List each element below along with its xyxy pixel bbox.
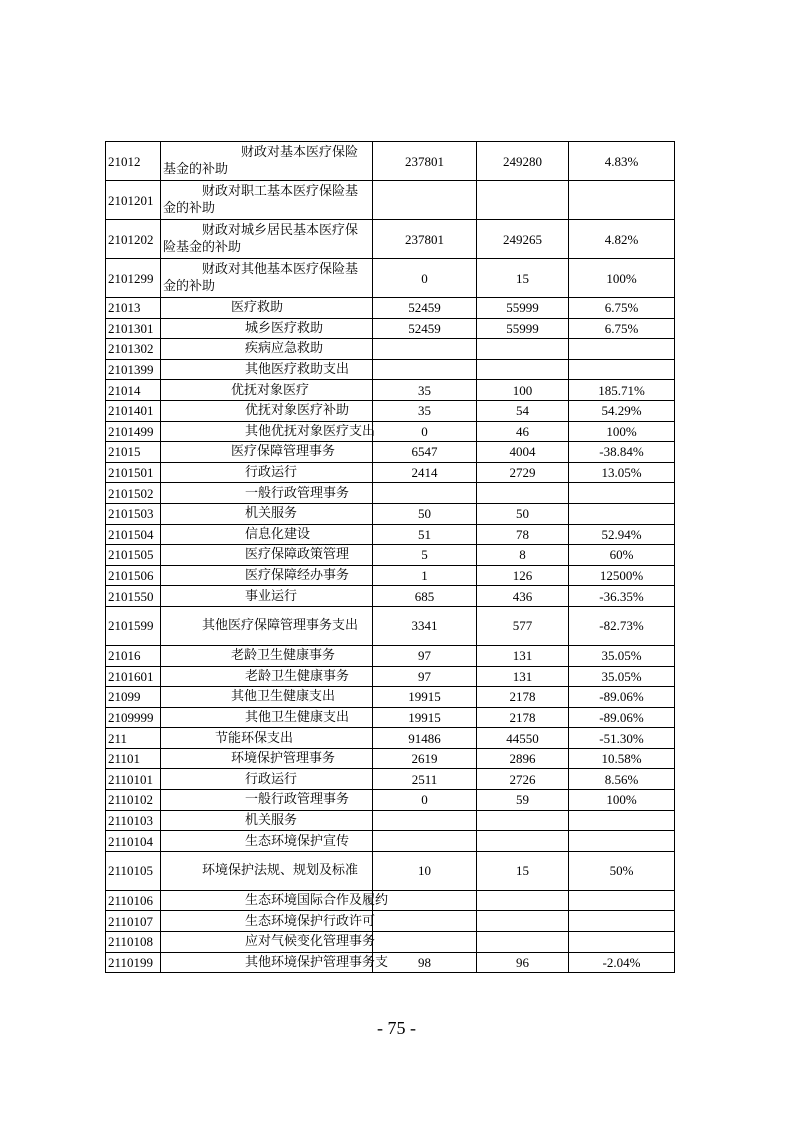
row-name: 信息化建设 — [161, 524, 373, 545]
row-name: 老龄卫生健康事务 — [161, 645, 373, 666]
row-value-1: 35 — [373, 380, 477, 401]
row-code: 2110103 — [106, 810, 161, 831]
row-name: 机关服务 — [161, 810, 373, 831]
row-change-pct — [569, 932, 675, 953]
row-change-pct: -36.35% — [569, 586, 675, 607]
row-change-pct: 12500% — [569, 565, 675, 586]
table-row — [106, 687, 675, 708]
table-row — [106, 769, 675, 790]
table-row — [106, 503, 675, 524]
row-name: 其他优抚对象医疗支出 — [161, 421, 373, 442]
row-name: 财政对基本医疗保险基金的补助 — [161, 142, 373, 181]
row-name: 医疗保障经办事务 — [161, 565, 373, 586]
row-code: 2110107 — [106, 911, 161, 932]
row-value-1: 91486 — [373, 728, 477, 749]
row-value-1: 2414 — [373, 462, 477, 483]
row-name: 生态环境保护行政许可 — [161, 911, 373, 932]
row-name: 节能环保支出 — [161, 728, 373, 749]
row-value-1: 685 — [373, 586, 477, 607]
row-value-2: 2896 — [477, 748, 569, 769]
table-row — [106, 565, 675, 586]
row-value-2: 54 — [477, 400, 569, 421]
row-change-pct: 100% — [569, 790, 675, 811]
row-code: 21015 — [106, 442, 161, 463]
row-code: 2101504 — [106, 524, 161, 545]
table-row — [106, 606, 675, 645]
row-value-2: 577 — [477, 606, 569, 645]
budget-table — [105, 141, 675, 973]
row-change-pct: 60% — [569, 545, 675, 566]
row-change-pct: -89.06% — [569, 687, 675, 708]
row-code: 2101550 — [106, 586, 161, 607]
row-value-1: 3341 — [373, 606, 477, 645]
row-value-2: 59 — [477, 790, 569, 811]
row-name: 其他环境保护管理事务支 — [161, 952, 373, 973]
row-value-2: 96 — [477, 952, 569, 973]
row-value-2: 2726 — [477, 769, 569, 790]
row-name: 老龄卫生健康事务 — [161, 666, 373, 687]
table-row — [106, 586, 675, 607]
row-code: 2110106 — [106, 890, 161, 911]
row-value-2: 8 — [477, 545, 569, 566]
row-code: 2101599 — [106, 606, 161, 645]
row-change-pct — [569, 181, 675, 220]
table-row — [106, 831, 675, 852]
table-row — [106, 339, 675, 360]
row-value-1: 1 — [373, 565, 477, 586]
row-value-1 — [373, 810, 477, 831]
row-name: 生态环境国际合作及履约 — [161, 890, 373, 911]
row-name: 行政运行 — [161, 462, 373, 483]
row-value-1: 97 — [373, 666, 477, 687]
row-code: 2110199 — [106, 952, 161, 973]
row-value-1: 0 — [373, 421, 477, 442]
row-name: 其他卫生健康支出 — [161, 687, 373, 708]
row-change-pct: 52.94% — [569, 524, 675, 545]
row-code: 2110104 — [106, 831, 161, 852]
row-code: 2101202 — [106, 220, 161, 259]
row-change-pct: 35.05% — [569, 645, 675, 666]
row-change-pct: 100% — [569, 421, 675, 442]
row-value-2: 249265 — [477, 220, 569, 259]
table-row — [106, 810, 675, 831]
row-code: 2109999 — [106, 707, 161, 728]
row-code: 2101505 — [106, 545, 161, 566]
row-code: 2101506 — [106, 565, 161, 586]
row-value-1: 50 — [373, 503, 477, 524]
row-value-1 — [373, 181, 477, 220]
budget-table-body — [106, 142, 675, 973]
row-change-pct: 54.29% — [569, 400, 675, 421]
row-value-1: 2511 — [373, 769, 477, 790]
table-row — [106, 142, 675, 181]
row-value-2 — [477, 181, 569, 220]
row-value-2 — [477, 890, 569, 911]
row-change-pct: 100% — [569, 259, 675, 298]
table-row — [106, 462, 675, 483]
row-value-2 — [477, 911, 569, 932]
row-name: 财政对其他基本医疗保险基金的补助 — [161, 259, 373, 298]
row-value-2 — [477, 932, 569, 953]
row-value-2: 4004 — [477, 442, 569, 463]
row-change-pct: -82.73% — [569, 606, 675, 645]
row-change-pct — [569, 890, 675, 911]
row-code: 2101499 — [106, 421, 161, 442]
row-name: 其他医疗保障管理事务支出 — [161, 606, 373, 645]
table-row — [106, 645, 675, 666]
table-row — [106, 911, 675, 932]
row-name: 环境保护法规、规划及标准 — [161, 851, 373, 890]
row-change-pct: 6.75% — [569, 298, 675, 319]
row-code: 21014 — [106, 380, 161, 401]
row-name: 优抚对象医疗补助 — [161, 400, 373, 421]
row-name: 医疗救助 — [161, 298, 373, 319]
table-row — [106, 298, 675, 319]
row-name: 机关服务 — [161, 503, 373, 524]
row-value-1: 0 — [373, 790, 477, 811]
row-value-1: 19915 — [373, 687, 477, 708]
row-value-2: 131 — [477, 666, 569, 687]
table-row — [106, 318, 675, 339]
row-value-2: 50 — [477, 503, 569, 524]
row-code: 2110105 — [106, 851, 161, 890]
table-row — [106, 524, 675, 545]
row-change-pct: 13.05% — [569, 462, 675, 483]
table-row — [106, 707, 675, 728]
row-value-1: 237801 — [373, 220, 477, 259]
row-change-pct: 4.82% — [569, 220, 675, 259]
row-code: 2101302 — [106, 339, 161, 360]
row-value-1: 5 — [373, 545, 477, 566]
row-name: 应对气候变化管理事务 — [161, 932, 373, 953]
row-value-2: 2729 — [477, 462, 569, 483]
row-change-pct — [569, 359, 675, 380]
row-value-1: 51 — [373, 524, 477, 545]
page-number: - 75 - — [377, 1018, 416, 1038]
row-code: 2101401 — [106, 400, 161, 421]
row-name: 一般行政管理事务 — [161, 790, 373, 811]
row-change-pct — [569, 339, 675, 360]
row-value-2 — [477, 339, 569, 360]
row-change-pct: 8.56% — [569, 769, 675, 790]
row-change-pct — [569, 911, 675, 932]
row-code: 2101501 — [106, 462, 161, 483]
row-change-pct: 4.83% — [569, 142, 675, 181]
table-row — [106, 220, 675, 259]
row-code: 21013 — [106, 298, 161, 319]
row-value-2: 15 — [477, 259, 569, 298]
row-change-pct — [569, 831, 675, 852]
row-name: 其他医疗救助支出 — [161, 359, 373, 380]
row-value-1 — [373, 483, 477, 504]
row-code: 2110102 — [106, 790, 161, 811]
row-value-2: 126 — [477, 565, 569, 586]
row-value-2 — [477, 810, 569, 831]
table-row — [106, 259, 675, 298]
row-value-1: 52459 — [373, 318, 477, 339]
row-change-pct: -38.84% — [569, 442, 675, 463]
row-value-2: 55999 — [477, 298, 569, 319]
table-row — [106, 421, 675, 442]
row-name: 一般行政管理事务 — [161, 483, 373, 504]
row-value-2: 100 — [477, 380, 569, 401]
row-change-pct — [569, 810, 675, 831]
row-code: 2101502 — [106, 483, 161, 504]
row-value-1: 6547 — [373, 442, 477, 463]
row-value-2 — [477, 831, 569, 852]
table-row — [106, 728, 675, 749]
row-name: 财政对城乡居民基本医疗保险基金的补助 — [161, 220, 373, 259]
row-name: 事业运行 — [161, 586, 373, 607]
row-value-1: 19915 — [373, 707, 477, 728]
row-change-pct: 35.05% — [569, 666, 675, 687]
row-change-pct: 50% — [569, 851, 675, 890]
row-code: 2101201 — [106, 181, 161, 220]
row-value-1: 2619 — [373, 748, 477, 769]
row-name: 城乡医疗救助 — [161, 318, 373, 339]
row-value-1: 10 — [373, 851, 477, 890]
row-name: 医疗保障政策管理 — [161, 545, 373, 566]
row-code: 211 — [106, 728, 161, 749]
row-name: 财政对职工基本医疗保险基金的补助 — [161, 181, 373, 220]
row-name: 行政运行 — [161, 769, 373, 790]
row-value-1 — [373, 911, 477, 932]
row-name: 生态环境保护宣传 — [161, 831, 373, 852]
row-code: 2101301 — [106, 318, 161, 339]
table-row — [106, 790, 675, 811]
table-row — [106, 359, 675, 380]
row-code: 21012 — [106, 142, 161, 181]
table-row — [106, 851, 675, 890]
row-change-pct: 10.58% — [569, 748, 675, 769]
row-value-1: 0 — [373, 259, 477, 298]
row-value-1 — [373, 932, 477, 953]
table-row — [106, 748, 675, 769]
row-code: 2110101 — [106, 769, 161, 790]
row-value-2: 78 — [477, 524, 569, 545]
row-change-pct: -51.30% — [569, 728, 675, 749]
row-name: 医疗保障管理事务 — [161, 442, 373, 463]
row-value-2: 44550 — [477, 728, 569, 749]
row-code: 2101299 — [106, 259, 161, 298]
row-code: 21101 — [106, 748, 161, 769]
row-value-1: 35 — [373, 400, 477, 421]
row-code: 2110108 — [106, 932, 161, 953]
row-name: 环境保护管理事务 — [161, 748, 373, 769]
table-row — [106, 483, 675, 504]
table-row — [106, 952, 675, 973]
table-row — [106, 890, 675, 911]
table-row — [106, 380, 675, 401]
row-change-pct — [569, 503, 675, 524]
row-code: 21016 — [106, 645, 161, 666]
row-value-2: 249280 — [477, 142, 569, 181]
row-value-2: 436 — [477, 586, 569, 607]
table-row — [106, 442, 675, 463]
row-code: 2101503 — [106, 503, 161, 524]
row-value-1: 97 — [373, 645, 477, 666]
row-code: 2101399 — [106, 359, 161, 380]
row-value-2: 2178 — [477, 707, 569, 728]
row-change-pct: 185.71% — [569, 380, 675, 401]
row-code: 2101601 — [106, 666, 161, 687]
row-value-1 — [373, 339, 477, 360]
row-value-2: 131 — [477, 645, 569, 666]
row-change-pct: -89.06% — [569, 707, 675, 728]
row-name: 其他卫生健康支出 — [161, 707, 373, 728]
row-value-2: 15 — [477, 851, 569, 890]
row-change-pct — [569, 483, 675, 504]
row-change-pct: -2.04% — [569, 952, 675, 973]
row-change-pct: 6.75% — [569, 318, 675, 339]
table-row — [106, 932, 675, 953]
row-value-1: 98 — [373, 952, 477, 973]
row-value-2: 46 — [477, 421, 569, 442]
row-value-2 — [477, 359, 569, 380]
row-value-1 — [373, 359, 477, 380]
row-value-2 — [477, 483, 569, 504]
row-value-1: 52459 — [373, 298, 477, 319]
row-value-1 — [373, 890, 477, 911]
row-value-1: 237801 — [373, 142, 477, 181]
row-name: 优抚对象医疗 — [161, 380, 373, 401]
table-row — [106, 666, 675, 687]
row-code: 21099 — [106, 687, 161, 708]
table-row — [106, 181, 675, 220]
row-name: 疾病应急救助 — [161, 339, 373, 360]
table-row — [106, 400, 675, 421]
table-row — [106, 545, 675, 566]
row-value-2: 55999 — [477, 318, 569, 339]
row-value-1 — [373, 831, 477, 852]
row-value-2: 2178 — [477, 687, 569, 708]
